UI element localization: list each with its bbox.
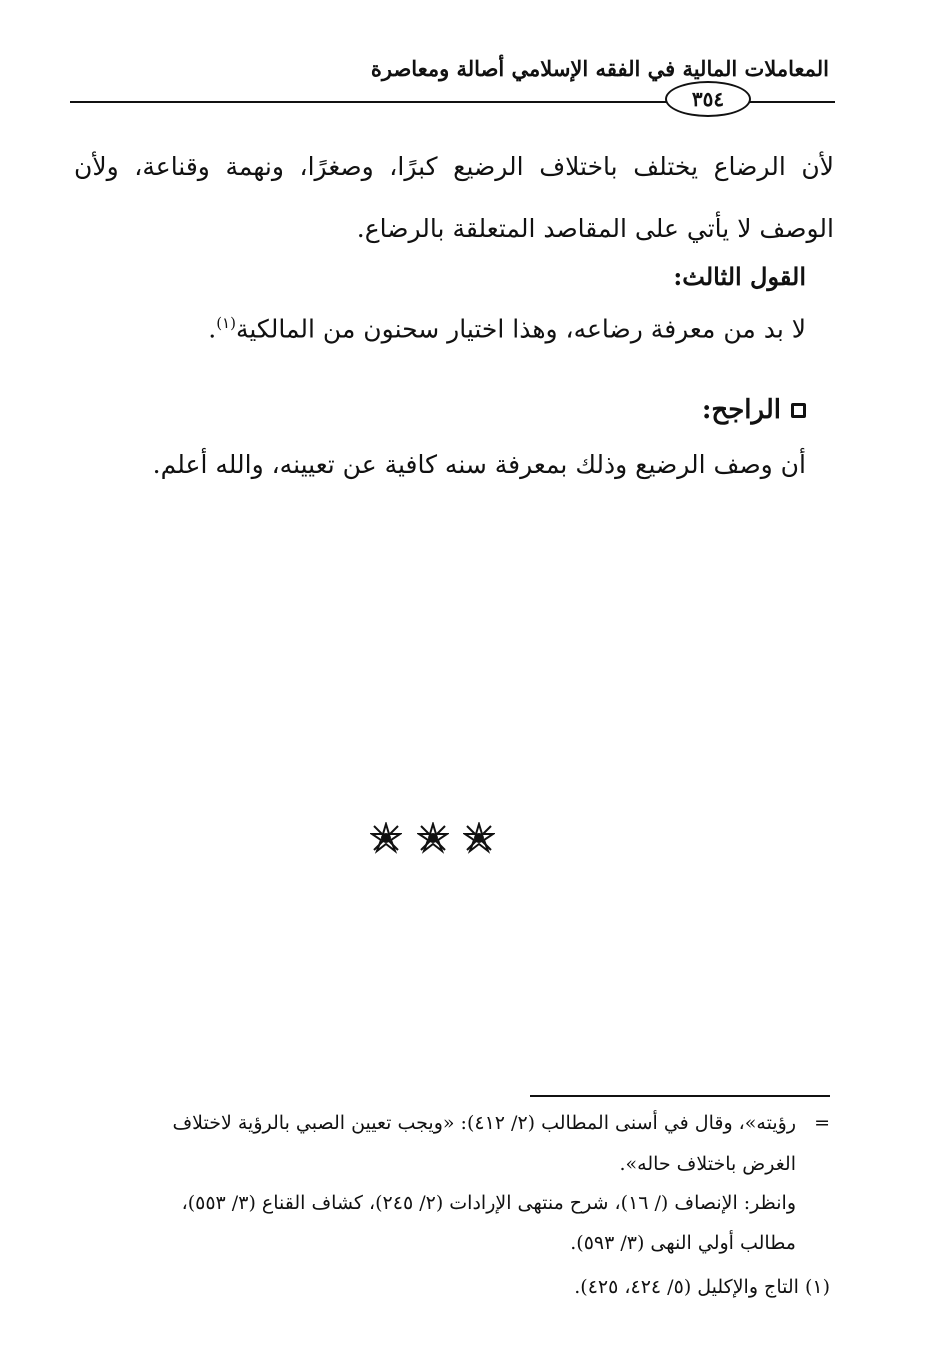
paragraph-end: .	[208, 314, 217, 344]
page-number: ٣٥٤	[665, 81, 751, 117]
continuation-marker: =	[814, 1112, 830, 1134]
footnote-line: رؤيته»، وقال في أسنى المطالب (٢/ ٤١٢): «ويجب تعيين الصبي بالرؤية لاختلاف	[172, 1112, 796, 1134]
heading-text: الراجح:	[701, 395, 781, 425]
flower-ornament-icon	[463, 822, 495, 854]
header-rule	[70, 101, 670, 103]
footnote-line: الغرض باختلاف حاله».	[619, 1153, 796, 1175]
footnote-line: وانظر: الإنصاف (/ ١٦)، شرح منتهى الإرادات (٢/ ٢٤٥)، كشاف القناع (٣/ ٥٥٣)،	[181, 1192, 796, 1214]
flower-ornament-icon	[370, 822, 402, 854]
header-rule	[748, 101, 835, 103]
flower-ornament-icon	[417, 822, 449, 854]
footnote-reference[interactable]: (١)	[216, 314, 236, 332]
paragraph: أن وصف الرضيع وذلك بمعرفة سنه كافية عن تعيينه، والله أعلم.	[152, 450, 806, 479]
section-heading	[702, 395, 806, 425]
paragraph: لأن الرضاع يختلف باختلاف الرضيع كبرًا، وصغرًا، ونهمة وقناعة، ولأن الوصف لا يأتي على المقاصد المتعلقة بالرضاع.	[74, 152, 834, 243]
paragraph	[208, 314, 806, 343]
square-bullet-icon	[791, 403, 806, 418]
footnote-line: مطالب أولي النهى (٣/ ٥٩٣).	[570, 1232, 796, 1254]
section-divider	[370, 822, 495, 854]
section-heading: القول الثالث:	[673, 262, 806, 291]
running-title: المعاملات المالية في الفقه الإسلامي أصالة ومعاصرة	[370, 56, 829, 81]
paragraph-text: لا بد من معرفة رضاعه، وهذا اختيار سحنون من المالكية	[235, 314, 806, 344]
footnote-line: (١) التاج والإكليل (٥/ ٤٢٤، ٤٢٥).	[574, 1276, 830, 1298]
footnote-separator	[530, 1095, 830, 1097]
